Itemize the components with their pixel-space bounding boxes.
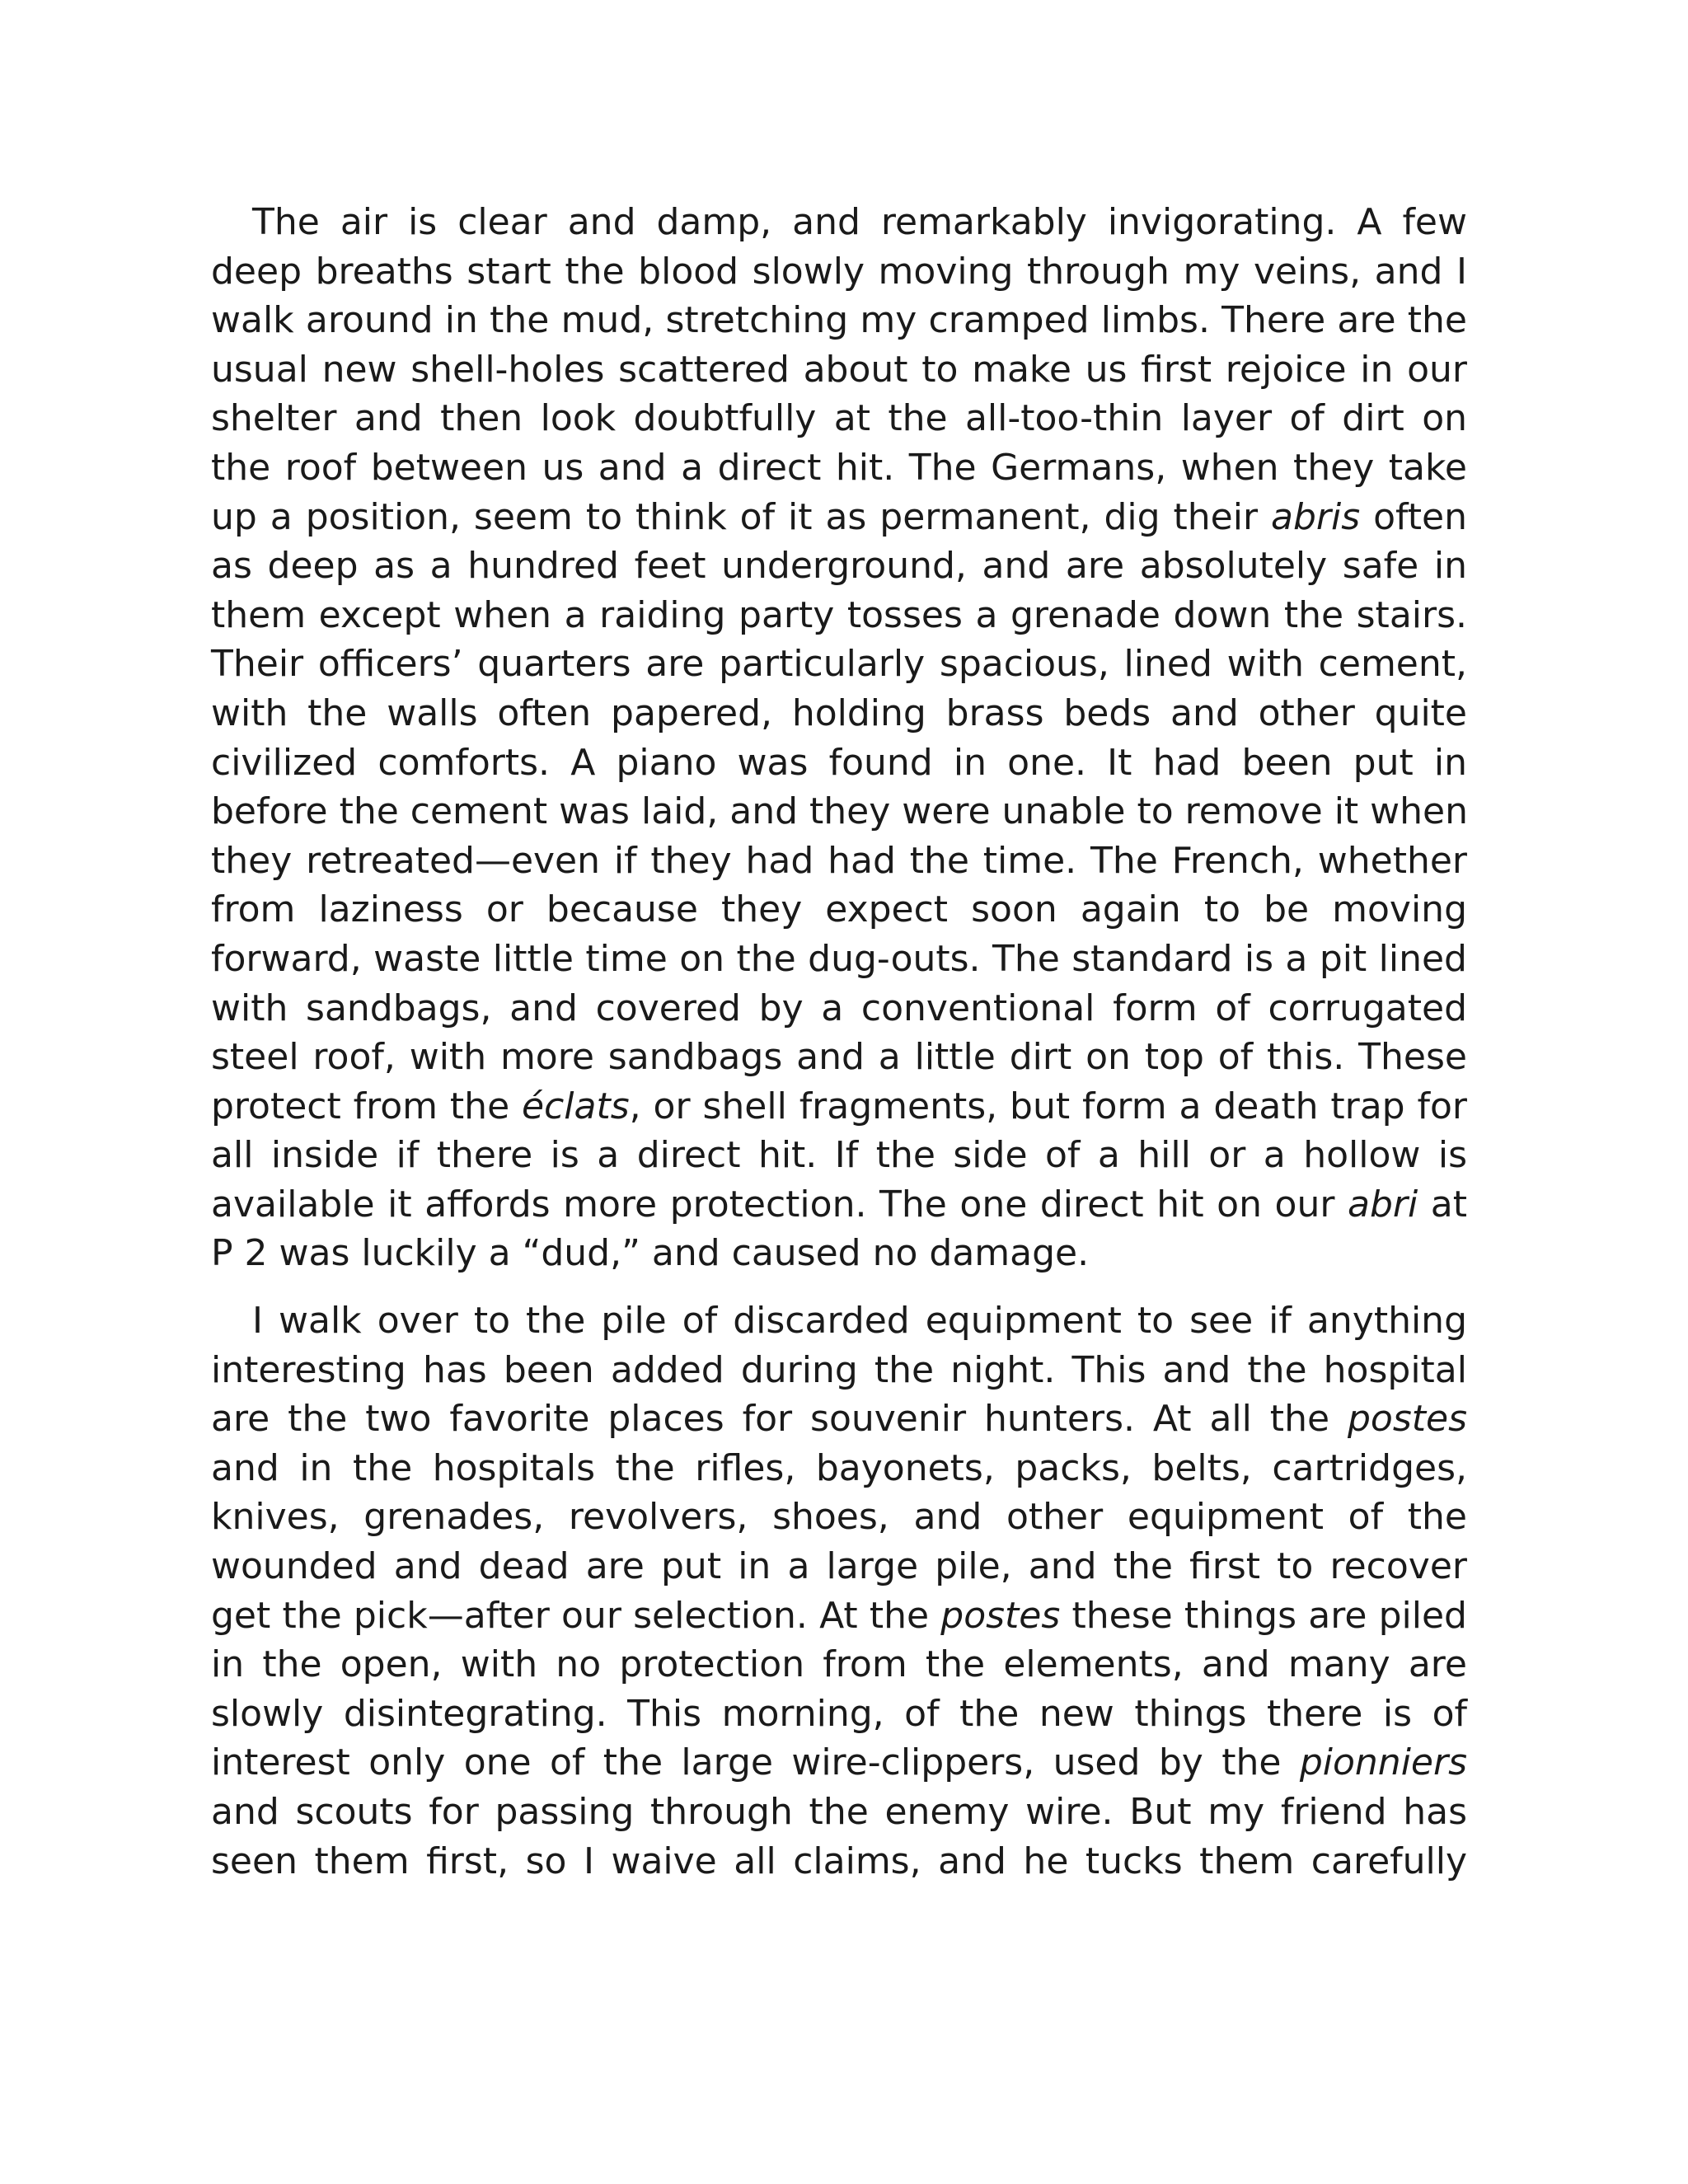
text-line	[211, 1131, 1467, 1180]
text-line	[211, 345, 1467, 395]
text-line	[211, 984, 1467, 1033]
text-run: The air is clear and damp, and remarkably invigorating. A few	[252, 201, 1467, 243]
text-run: are the two favorite places for souvenir hunters. At all the	[211, 1398, 1348, 1441]
text-run: usual new shell-holes scattered about to make us first rejoice in our	[211, 348, 1467, 391]
text-line	[211, 1229, 1467, 1278]
italic-term: pionniers	[1299, 1741, 1467, 1784]
italic-term: abri	[1348, 1183, 1418, 1226]
text-run: protect from the	[211, 1085, 523, 1127]
text-line	[211, 1444, 1467, 1493]
text-line	[211, 1542, 1467, 1591]
text-line	[211, 689, 1467, 738]
text-line	[211, 1640, 1467, 1690]
page-body-text	[211, 198, 1467, 1886]
text-run: up a position, seem to think of it as permanent, dig their	[211, 495, 1272, 538]
text-run: with the walls often papered, holding brass beds and other quite	[211, 691, 1467, 734]
text-run: slowly disintegrating. This morning, of the new things there is of	[211, 1692, 1467, 1735]
text-run: P 2 was luckily a “dud,” and caused no damage.	[211, 1232, 1090, 1275]
text-line	[211, 247, 1467, 297]
text-run: get the pick—after our selection. At the	[211, 1594, 941, 1637]
text-line	[211, 935, 1467, 984]
text-run: interest only one of the large wire-clippers, used by the	[211, 1741, 1300, 1784]
text-line	[211, 1180, 1467, 1230]
text-line	[211, 296, 1467, 345]
text-line	[211, 443, 1467, 493]
text-line	[211, 198, 1467, 247]
text-run: available it affords more protection. The one direct hit on our	[211, 1183, 1348, 1226]
text-line	[211, 1493, 1467, 1542]
italic-term: abris	[1271, 495, 1361, 538]
text-run: and in the hospitals the rifles, bayonets, packs, belts, cartridges,	[211, 1446, 1467, 1489]
text-line	[211, 885, 1467, 935]
text-run: them except when a raiding party tosses a grenade down the stairs.	[211, 593, 1467, 636]
text-run: with sandbags, and covered by a conventional form of corrugated	[211, 987, 1467, 1029]
text-run: in the open, with no protection from the elements, and many are	[211, 1643, 1467, 1686]
text-line	[211, 837, 1467, 886]
text-run: before the cement was laid, and they were unable to remove it when	[211, 790, 1468, 833]
text-run: wounded and dead are put in a large pile, and the first to recover	[211, 1545, 1467, 1588]
text-line	[211, 640, 1467, 689]
text-run: the roof between us and a direct hit. The Germans, when they take	[211, 446, 1467, 489]
paragraph	[211, 198, 1467, 1278]
text-run: interesting has been added during the night. This and the hospital	[211, 1348, 1467, 1391]
text-line	[211, 738, 1467, 788]
text-line	[211, 1591, 1467, 1641]
text-run: all inside if there is a direct hit. If the side of a hill or a hollow is	[211, 1134, 1467, 1177]
text-line	[211, 541, 1467, 591]
text-run: as deep as a hundred feet underground, and are absolutely safe in	[211, 545, 1467, 588]
text-run: Their officers’ quarters are particularly spacious, lined with cement,	[211, 643, 1467, 686]
text-run: forward, waste little time on the dug-outs. The standard is a pit lined	[211, 937, 1467, 980]
text-run: steel roof, with more sandbags and a little dirt on top of this. These	[211, 1036, 1467, 1079]
text-run: often	[1360, 495, 1467, 538]
text-run: they retreated—even if they had had the time. The French, whether	[211, 839, 1467, 882]
text-run: these things are piled	[1060, 1594, 1467, 1637]
text-run: civilized comforts. A piano was found in one. It had been put in	[211, 741, 1467, 784]
text-line	[211, 1296, 1467, 1346]
text-run: I walk over to the pile of discarded equipment to see if anything	[252, 1300, 1467, 1343]
text-line	[211, 1346, 1467, 1395]
text-run: knives, grenades, revolvers, shoes, and other equipment of the	[211, 1496, 1467, 1539]
text-line	[211, 1738, 1467, 1788]
text-line	[211, 493, 1467, 542]
italic-term: postes	[1347, 1398, 1467, 1441]
text-line	[211, 394, 1467, 443]
text-line	[211, 1788, 1467, 1837]
italic-term: postes	[940, 1594, 1061, 1637]
text-line	[211, 591, 1467, 640]
text-line	[211, 1394, 1467, 1444]
text-run: and scouts for passing through the enemy wire. But my friend has	[211, 1791, 1467, 1833]
paragraph	[211, 1296, 1467, 1886]
text-line	[211, 1033, 1467, 1082]
text-run: seen them first, so I waive all claims, and he tucks them carefully	[211, 1840, 1467, 1882]
text-run: at	[1418, 1183, 1468, 1226]
text-run: , or shell fragments, but form a death trap for	[629, 1085, 1467, 1127]
text-line	[211, 1082, 1467, 1132]
text-line	[211, 1690, 1467, 1739]
text-run: shelter and then look doubtfully at the all-too-thin layer of dirt on	[211, 397, 1467, 440]
text-run: from laziness or because they expect soon again to be moving	[211, 888, 1467, 931]
italic-term: éclats	[522, 1085, 630, 1127]
text-line	[211, 787, 1467, 837]
text-line	[211, 1837, 1467, 1886]
text-run: deep breaths start the blood slowly moving through my veins, and I	[211, 250, 1467, 293]
text-run: walk around in the mud, stretching my cramped limbs. There are the	[211, 299, 1467, 342]
